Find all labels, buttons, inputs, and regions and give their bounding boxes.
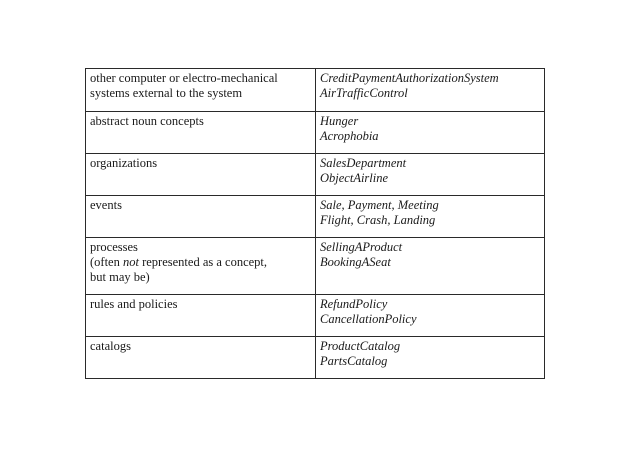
example-text: ProductCatalog (320, 339, 401, 353)
category-note-pre: (often (90, 255, 123, 269)
category-cell (86, 238, 316, 295)
category-text: events (90, 198, 122, 212)
example-text: ObjectAirline (320, 171, 389, 185)
table-row (86, 154, 545, 196)
category-note-post: represented as a concept, (138, 255, 268, 269)
category-text: catalogs (90, 339, 131, 353)
category-cell (86, 295, 316, 337)
category-cell (86, 196, 316, 238)
example-text: CreditPaymentAuthorizationSystem (320, 71, 499, 85)
category-text: processes (90, 240, 138, 254)
category-text: but may be) (90, 270, 150, 284)
examples-cell (316, 154, 545, 196)
category-note (90, 255, 311, 270)
example-text: Acrophobia (320, 129, 379, 143)
category-note-emphasis: not (122, 255, 139, 269)
example-text: BookingASeat (320, 255, 391, 269)
example-text: Flight, Crash, Landing (320, 213, 436, 227)
example-text: SalesDepartment (320, 156, 407, 170)
examples-cell (316, 112, 545, 154)
table-row (86, 238, 545, 295)
example-text: CancellationPolicy (320, 312, 417, 326)
example-text: Sale, Payment, Meeting (320, 198, 439, 212)
table-row (86, 295, 545, 337)
category-text: abstract noun concepts (90, 114, 204, 128)
examples-cell (316, 69, 545, 112)
category-cell (86, 337, 316, 379)
example-text: SellingAProduct (320, 240, 403, 254)
examples-cell (316, 337, 545, 379)
table-row (86, 69, 545, 112)
examples-cell (316, 238, 545, 295)
example-text: Hunger (320, 114, 359, 128)
example-text: PartsCatalog (320, 354, 388, 368)
category-text: other computer or electro-mechanical (90, 71, 278, 85)
category-cell (86, 112, 316, 154)
category-text: rules and policies (90, 297, 178, 311)
table-row (86, 196, 545, 238)
category-cell (86, 154, 316, 196)
examples-cell (316, 196, 545, 238)
category-text: systems external to the system (90, 86, 243, 100)
examples-cell (316, 295, 545, 337)
table-row (86, 112, 545, 154)
category-cell (86, 69, 316, 112)
example-text: AirTrafficControl (320, 86, 408, 100)
example-text: RefundPolicy (320, 297, 388, 311)
concept-category-table (85, 68, 545, 379)
table-row (86, 337, 545, 379)
category-text: organizations (90, 156, 158, 170)
